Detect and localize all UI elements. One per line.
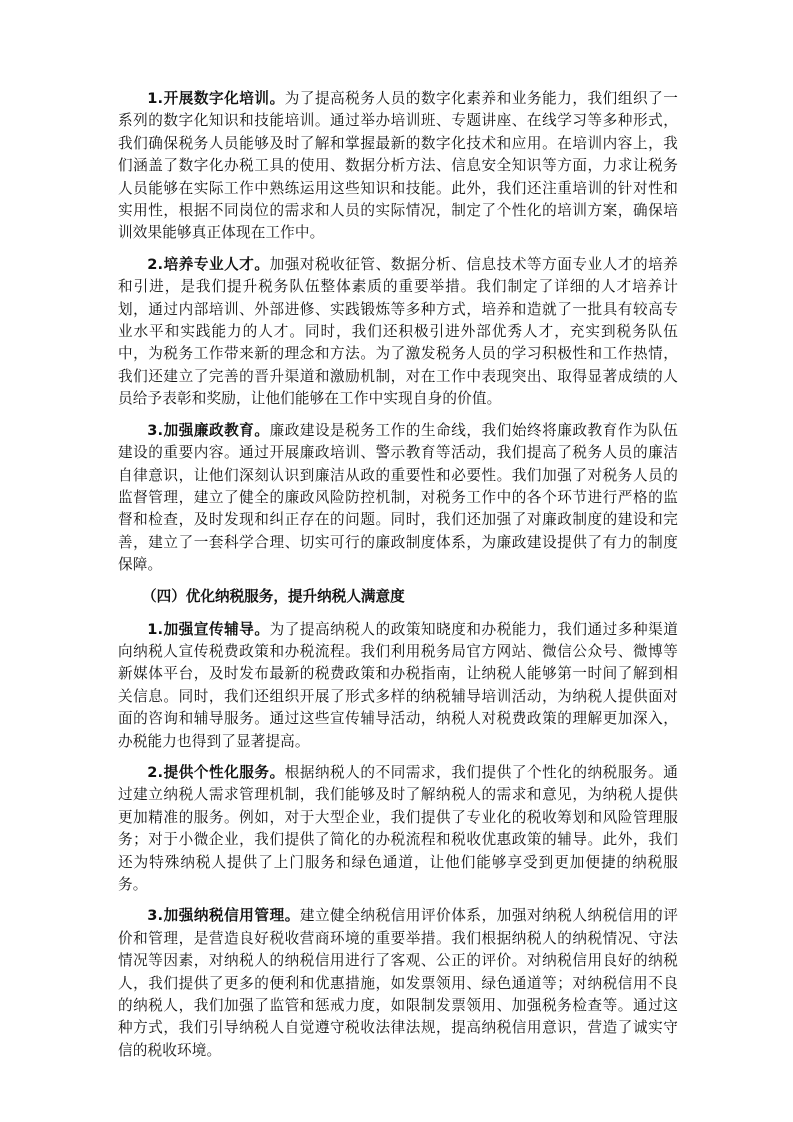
paragraph-heading: 3.加强纳税信用管理。 [147,907,300,925]
paragraph-heading: 3.加强廉政教育。 [147,421,270,439]
paragraph-heading: 1.加强宣传辅导。 [147,620,270,638]
paragraph-text: 根据纳税人的不同需求，我们提供了个性化的纳税服务。通过建立纳税人需求管理机制，我们能够及时了解纳税人的需求和意见，为纳税人提供更加精准的服务。例如，对于大型企业，我们提供了专业化的税收筹划和风险管理服务；对于小微企业，我们提供了简化的办税流程和税收优惠政策的辅导。此外，我们还为特殊纳税人提供了上门服务和绿色通道，让他们能够享受到更加便捷的纳税服务。 [118,763,678,893]
paragraph-integrity-education [118,420,678,577]
paragraph-text: 为了提高纳税人的政策知晓度和办税能力，我们通过多种渠道向纳税人宣传税费政策和办税流程。我们利用税务局官方网站、微信公众号、微博等新媒体平台，及时发布最新的税费政策和办税指南，让纳税人能够第一时间了解到相关信息。同时，我们还组织开展了形式多样的纳税辅导培训活动，为纳税人提供面对面的咨询和辅导服务。通过这些宣传辅导活动，纳税人对税费政策的理解更加深入，办税能力也得到了显著提高。 [118,620,678,750]
paragraph-text: 建立健全纳税信用评价体系，加强对纳税人纳税信用的评价和管理，是营造良好税收营商环境的重要举措。我们根据纳税人的纳税情况、守法情况等因素，对纳税人的纳税信用进行了客观、公正的评价。对纳税信用良好的纳税人，我们提供了更多的便利和优惠措施，如发票领用、绿色通道等；对纳税信用不良的纳税人，我们加强了监管和惩戒力度，如限制发票领用、加强税务检查等。通过这种方式，我们引导纳税人自觉遵守税收法律法规，提高纳税信用意识，营造了诚实守信的税收环境。 [118,907,678,1059]
paragraph-digital-training [118,88,678,245]
paragraph-heading: 2.培养专业人才。 [147,255,270,273]
paragraph-text: 为了提高税务人员的数字化素养和业务能力，我们组织了一系列的数字化知识和技能培训。通过举办培训班、专题讲座、在线学习等多种形式，我们确保税务人员能够及时了解和掌握最新的数字化技术和应用。在培训内容上，我们涵盖了数字化办税工具的使用、数据分析方法、信息安全知识等方面，力求让税务人员能够在实际工作中熟练运用这些知识和技能。此外，我们还注重培训的针对性和实用性，根据不同岗位的需求和人员的实际情况，制定了个性化的培训方案，确保培训效果能够真正体现在工作中。 [118,90,678,242]
paragraph-publicity-guidance [118,619,678,753]
paragraph-heading: 1.开展数字化培训。 [147,90,285,107]
document-body [118,88,678,1071]
paragraph-text: 加强对税收征管、数据分析、信息技术等方面专业人才的培养和引进，是我们提升税务队伍整体素质的重要举措。我们制定了详细的人才培养计划，通过内部培训、外部进修、实践锻炼等多种方式，培养和造就了一批具有较高专业水平和实践能力的人才。同时，我们还积极引进外部优秀人才，充实到税务队伍中，为税务工作带来新的理念和方法。为了激发税务人员的学习积极性和工作热情，我们还建立了完善的晋升渠道和激励机制，对在工作中表现突出、取得显著成绩的人员给予表彰和奖励，让他们能够在工作中实现自身的价值。 [118,255,678,408]
paragraph-text: 廉政建设是税务工作的生命线，我们始终将廉政教育作为队伍建设的重要内容。通过开展廉政培训、警示教育等活动，我们提高了税务人员的廉洁自律意识，让他们深刻认识到廉洁从政的重要性和必要性。我们加强了对税务人员的监督管理，建立了健全的廉政风险防控机制，对税务工作中的各个环节进行严格的监督和检查，及时发现和纠正存在的问题。同时，我们还加强了对廉政制度的建设和完善，建立了一套科学合理、切实可行的廉政制度体系，为廉政建设提供了有力的制度保障。 [118,421,678,574]
paragraph-professional-talent [118,254,678,411]
section-heading: （四）优化纳税服务，提升纳税人满意度 [142,587,405,605]
paragraph-heading: 2.提供个性化服务。 [147,763,285,781]
paragraph-credit-management [118,905,678,1062]
paragraph-personalized-service [118,762,678,896]
